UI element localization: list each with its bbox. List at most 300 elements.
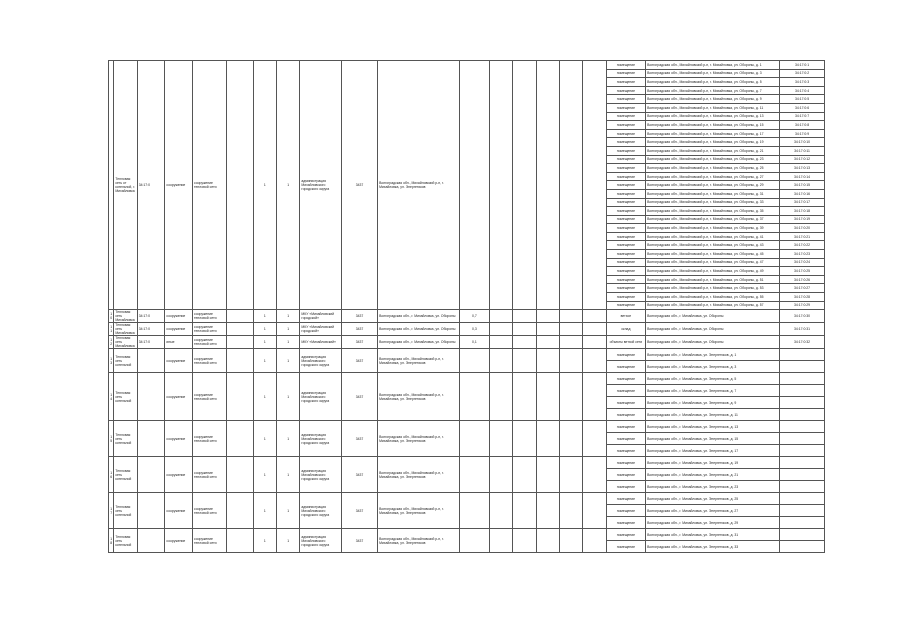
empty-cell [489,457,512,493]
extra-cell [459,457,489,493]
row-number: 11 [109,323,114,336]
sub-address: Волгоградская обл., Михайловский р-н, г. Михайловка, ул. Обороны, д. 13 [646,112,780,121]
empty-cell [489,349,512,373]
sub-code: 34:17:0:26 [780,275,825,284]
empty-cell [227,61,254,310]
empty-cell [513,529,536,553]
object-type: сооружение тепловой сети [193,457,227,493]
sub-address: Волгоградская обл., г. Михайловка, ул. Энергетиков, д. 27 [646,505,780,517]
empty-cell [559,529,582,553]
sub-type: помещение [606,385,645,397]
sub-code: 34:17:0:3 [780,78,825,87]
cadastral-code: 34:17:0 [137,336,165,349]
inn-cell: 3437 [341,323,377,336]
sub-code: 34:17:0:2 [780,69,825,78]
sub-type: помещение [606,258,645,267]
empty-cell [513,373,536,421]
inn-cell: 3437 [341,493,377,529]
empty-cell [227,457,254,493]
sub-type: помещение [606,95,645,104]
empty-cell [559,310,582,323]
inn-cell: 3437 [341,310,377,323]
address-cell: Волгоградская обл., Михайловский р-н, г. Михайловка, ул. Энергетиков [378,529,460,553]
sub-address: Волгоградская обл., Михайловский р-н, г. Михайловка, ул. Обороны, д. 23 [646,155,780,164]
sub-type: помещение [606,397,645,409]
sub-type: помещение [606,517,645,529]
sub-address: Волгоградская обл., г. Михайловка, ул. Энергетиков, д. 21 [646,469,780,481]
object-kind: сооружение [165,493,193,529]
empty-cell [489,323,512,336]
sub-type: помещение [606,164,645,173]
sub-type: помещение [606,215,645,224]
sub-code: 34:17:0:21 [780,232,825,241]
sub-code: 34:17:0:1 [780,61,825,70]
owner-cell: МКУ «Михайловский» [300,336,341,349]
object-kind: сооружение [165,323,193,336]
empty-cell [227,310,254,323]
sub-address: Волгоградская обл., г. Михайловка, ул. Энергетиков, д. 19 [646,457,780,469]
empty-cell [489,529,512,553]
sub-code: 34:17:0:25 [780,267,825,276]
table-row [109,336,825,349]
empty-cell [227,323,254,336]
extra-cell [459,373,489,421]
sub-code: 34:17:0:20 [780,224,825,233]
address-cell: Волгоградская обл., г. Михайловка, ул. Обороны [378,310,460,323]
owner-cell: администрация Михайловского городского округа [300,421,341,457]
sub-address: Волгоградская обл., Михайловский р-н, г. Михайловка, ул. Обороны, д. 57 [646,301,780,310]
object-type: сооружение тепловой сети [193,323,227,336]
inn-cell: 3437 [341,457,377,493]
sub-type: помещение [606,529,645,541]
empty-cell [559,493,582,529]
empty-cell [513,310,536,323]
empty-cell [583,310,606,323]
object-type: сооружение тепловой сети [193,349,227,373]
length-cell: 1 [277,336,300,349]
sub-code: 34:17:0:27 [780,284,825,293]
sub-address: Волгоградская обл., г. Михайловка, ул. Энергетиков, д. 29 [646,517,780,529]
sub-code [780,469,825,481]
length-cell: 1 [277,529,300,553]
sub-code [780,541,825,553]
table-row [109,529,825,541]
sub-type: помещение [606,433,645,445]
inn-cell: 3437 [341,529,377,553]
object-kind: сооружение [165,421,193,457]
extra-cell [459,529,489,553]
sub-address: Волгоградская обл., Михайловский р-н, г. Михайловка, ул. Обороны, д. 21 [646,146,780,155]
sub-address: Волгоградская обл., Михайловский р-н, г. Михайловка, ул. Обороны, д. 51 [646,275,780,284]
inn-cell: 3437 [341,336,377,349]
sub-type: помещение [606,241,645,250]
sub-code: 34:17:0:32 [780,336,825,349]
object-name: Тепловая сеть Михайловка [114,323,137,336]
table-row [109,421,825,433]
sub-code: 34:17:0:30 [780,310,825,323]
sub-type: помещение [606,155,645,164]
sub-type: помещение [606,189,645,198]
object-type: сооружение тепловой сети [193,373,227,421]
sub-type: помещение [606,457,645,469]
sub-type: помещение [606,493,645,505]
empty-cell [227,493,254,529]
count-cell: 1 [253,529,276,553]
sub-type: помещение [606,224,645,233]
sub-type: помещение [606,138,645,147]
address-cell: Волгоградская обл., Михайловский р-н, г. Михайловка, ул. Энергетиков [378,493,460,529]
object-type: сооружение тепловой сети [193,61,227,310]
sub-address: Волгоградская обл., г. Михайловка, ул. Энергетиков, д. 3 [646,361,780,373]
inn-cell: 3437 [341,373,377,421]
owner-cell: администрация Михайловского городского округа [300,457,341,493]
sub-type: помещение [606,349,645,361]
registry-table [108,60,825,553]
count-cell: 1 [253,323,276,336]
empty-cell [489,373,512,421]
cadastral-code [137,421,165,457]
empty-cell [227,421,254,457]
sub-type: помещение [606,112,645,121]
sub-address: Волгоградская обл., Михайловский р-н, г. Михайловка, ул. Обороны, д. 31 [646,189,780,198]
sub-address: Волгоградская обл., г. Михайловка, ул. Энергетиков, д. 1 [646,349,780,361]
empty-cell [583,373,606,421]
empty-cell [536,349,559,373]
sub-code [780,433,825,445]
object-name: Тепловая сеть Михайловка [114,336,137,349]
object-kind: сооружение [165,373,193,421]
sub-address: Волгоградская обл., г. Михайловка, ул. Энергетиков, д. 13 [646,421,780,433]
sub-address: Волгоградская обл., Михайловский р-н, г. Михайловка, ул. Обороны, д. 11 [646,103,780,112]
object-name: Тепловая сеть котельной [114,349,137,373]
object-type: сооружение тепловой сети [193,529,227,553]
owner-cell: администрация Михайловского городского округа [300,373,341,421]
sub-code [780,397,825,409]
row-number: 15 [109,421,114,457]
sub-address: Волгоградская обл., Михайловский р-н, г. Михайловка, ул. Обороны, д. 9 [646,95,780,104]
row-number: 13 [109,349,114,373]
sub-address: Волгоградская обл., Михайловский р-н, г. Михайловка, ул. Обороны, д. 41 [646,232,780,241]
sub-code: 34:17:0:31 [780,323,825,336]
sub-type: помещение [606,275,645,284]
sub-type: помещение [606,469,645,481]
empty-cell [559,373,582,421]
sub-code [780,445,825,457]
empty-cell [559,421,582,457]
sub-address: Волгоградская обл., Михайловский р-н, г. Михайловка, ул. Обороны, д. 17 [646,129,780,138]
sub-type: помещение [606,409,645,421]
empty-cell [583,349,606,373]
empty-cell [536,373,559,421]
length-cell: 1 [277,493,300,529]
sub-code [780,529,825,541]
empty-cell [536,457,559,493]
count-cell: 1 [253,349,276,373]
sub-code: 34:17:0:10 [780,138,825,147]
owner-cell: администрация Михайловского городского округа [300,529,341,553]
empty-cell [536,493,559,529]
sub-type: склад [606,323,645,336]
row-number: 16 [109,457,114,493]
extra-cell [459,493,489,529]
sub-code [780,481,825,493]
empty-cell [489,310,512,323]
sub-address: Волгоградская обл., Михайловский р-н, г. Михайловка, ул. Обороны, д. 53 [646,284,780,293]
sub-code: 34:17:0:7 [780,112,825,121]
row-number: 17 [109,493,114,529]
object-name: Тепловая сеть котельной [114,373,137,421]
length-cell: 1 [277,323,300,336]
empty-cell [513,493,536,529]
sub-code: 34:17:0:17 [780,198,825,207]
empty-cell [583,421,606,457]
object-name: Тепловая сеть котельной [114,529,137,553]
inn-cell: 3437 [341,61,377,310]
owner-cell: администрация Михайловского городского округа [300,61,341,310]
length-cell: 1 [277,421,300,457]
sub-type: ветхое [606,310,645,323]
empty-cell [583,336,606,349]
empty-cell [559,61,582,310]
object-kind: сооружение [165,61,193,310]
address-cell: Волгоградская обл., Михайловский р-н, г. Михайловка, ул. Энергетиков [378,61,460,310]
sub-code: 34:17:0:4 [780,86,825,95]
sub-address: Волгоградская обл., г. Михайловка, ул. Энергетиков, д. 23 [646,481,780,493]
empty-cell [489,421,512,457]
sub-address: Волгоградская обл., Михайловский р-н, г. Михайловка, ул. Обороны, д. 37 [646,215,780,224]
row-number: 10 [109,310,114,323]
sub-address: Волгоградская обл., г. Михайловка, ул. Энергетиков, д. 5 [646,373,780,385]
sub-code [780,493,825,505]
cadastral-code: 34:17:0 [137,61,165,310]
empty-cell [559,323,582,336]
table-row [109,323,825,336]
sub-type: помещение [606,445,645,457]
sub-code: 34:17:0:12 [780,155,825,164]
empty-cell [536,529,559,553]
object-name: Тепловая сеть котельной [114,421,137,457]
sub-type: помещение [606,86,645,95]
owner-cell: администрация Михайловского городского округа [300,349,341,373]
object-kind: иные [165,336,193,349]
sub-address: Волгоградская обл., Михайловский р-н, г. Михайловка, ул. Обороны, д. 25 [646,164,780,173]
object-name: Тепловая сеть Михайловка [114,310,137,323]
sub-address: Волгоградская обл., г. Михайловка, ул. Энергетиков, д. 25 [646,493,780,505]
object-name: Тепловая сеть котельной [114,457,137,493]
address-cell: Волгоградская обл., Михайловский р-н, г. Михайловка, ул. Энергетиков [378,373,460,421]
extra-cell: 0,7 [459,310,489,323]
sub-code [780,457,825,469]
sub-type: помещение [606,361,645,373]
sub-code: 34:17:0:22 [780,241,825,250]
sub-type: помещение [606,373,645,385]
empty-cell [513,61,536,310]
count-cell: 1 [253,421,276,457]
sub-code: 34:17:0:11 [780,146,825,155]
sub-type: помещение [606,172,645,181]
sub-type: помещение [606,103,645,112]
sub-type: помещение [606,232,645,241]
cadastral-code [137,529,165,553]
sub-address: Волгоградская обл., Михайловский р-н, г. Михайловка, ул. Обороны, д. 29 [646,181,780,190]
length-cell: 1 [277,310,300,323]
sub-address: Волгоградская обл., Михайловский р-н, г. Михайловка, ул. Обороны, д. 27 [646,172,780,181]
sub-code [780,385,825,397]
inn-cell: 3437 [341,349,377,373]
sub-address: Волгоградская обл., г. Михайловка, ул. Энергетиков, д. 33 [646,541,780,553]
count-cell: 1 [253,373,276,421]
sub-address: Волгоградская обл., Михайловский р-н, г. Михайловка, ул. Обороны, д. 47 [646,258,780,267]
sub-code [780,517,825,529]
sub-type: помещение [606,61,645,70]
sub-code [780,373,825,385]
sub-code: 34:17:0:9 [780,129,825,138]
sub-code: 34:17:0:5 [780,95,825,104]
sub-address: Волгоградская обл., г. Михайловка, ул. Энергетиков, д. 15 [646,433,780,445]
empty-cell [583,61,606,310]
cadastral-code [137,493,165,529]
empty-cell [513,421,536,457]
sub-type: помещение [606,505,645,517]
length-cell: 1 [277,349,300,373]
sub-address: Волгоградская обл., Михайловский р-н, г. Михайловка, ул. Обороны, д. 43 [646,241,780,250]
sub-address: Волгоградская обл., Михайловский р-н, г. Михайловка, ул. Обороны, д. 3 [646,69,780,78]
empty-cell [489,336,512,349]
cadastral-code [137,457,165,493]
object-kind: сооружение [165,529,193,553]
object-kind: сооружение [165,349,193,373]
sub-address: Волгоградская обл., Михайловский р-н, г. Михайловка, ул. Обороны, д. 15 [646,121,780,130]
table-row [109,457,825,469]
sub-type: помещение [606,481,645,493]
sub-code: 34:17:0:23 [780,250,825,259]
count-cell: 1 [253,61,276,310]
registry-sheet [108,60,825,582]
sub-address: Волгоградская обл., Михайловский р-н, г. Михайловка, ул. Обороны, д. 5 [646,78,780,87]
sub-type: помещение [606,181,645,190]
length-cell: 1 [277,457,300,493]
address-cell: Волгоградская обл., Михайловский р-н, г. Михайловка, ул. Энергетиков [378,457,460,493]
object-kind: сооружение [165,310,193,323]
sub-code [780,409,825,421]
empty-cell [513,457,536,493]
empty-cell [513,336,536,349]
empty-cell [559,457,582,493]
sub-address: Волгоградская обл., Михайловский р-н, г. Михайловка, ул. Обороны, д. 55 [646,293,780,302]
owner-cell: МКУ «Михайловский городской» [300,323,341,336]
sub-type: помещение [606,250,645,259]
sub-type: помещение [606,541,645,553]
sub-type: помещение [606,78,645,87]
sub-code: 34:17:0:19 [780,215,825,224]
object-name: Тепловая сеть от котельной, г. Михайловка [114,61,137,310]
table-row [109,349,825,361]
extra-cell: 0,3 [459,323,489,336]
empty-cell [583,493,606,529]
inn-cell: 3437 [341,421,377,457]
sub-code: 34:17:0:18 [780,207,825,216]
sub-address: Волгоградская обл., г. Михайловка, ул. Обороны [646,323,780,336]
empty-cell [227,336,254,349]
object-type: сооружение тепловой сети [193,493,227,529]
sub-address: Волгоградская обл., Михайловский р-н, г. Михайловка, ул. Обороны, д. 35 [646,207,780,216]
empty-cell [583,457,606,493]
sub-address: Волгоградская обл., г. Михайловка, ул. Обороны [646,310,780,323]
sub-type: помещение [606,301,645,310]
object-type: сооружение тепловой сети [193,310,227,323]
length-cell: 1 [277,61,300,310]
sub-type: помещение [606,121,645,130]
sub-code: 34:17:0:14 [780,172,825,181]
owner-cell: администрация Михайловского городского округа [300,493,341,529]
empty-cell [513,323,536,336]
sub-code [780,349,825,361]
count-cell: 1 [253,336,276,349]
sub-type: помещение [606,198,645,207]
sub-address: Волгоградская обл., г. Михайловка, ул. Энергетиков, д. 7 [646,385,780,397]
extra-cell [459,61,489,310]
count-cell: 1 [253,457,276,493]
object-kind: сооружение [165,457,193,493]
sub-address: Волгоградская обл., Михайловский р-н, г. Михайловка, ул. Обороны, д. 49 [646,267,780,276]
sub-code: 34:17:0:16 [780,189,825,198]
sub-address: Волгоградская обл., Михайловский р-н, г. Михайловка, ул. Обороны, д. 1 [646,61,780,70]
sub-type: помещение [606,69,645,78]
sub-address: Волгоградская обл., Михайловский р-н, г. Михайловка, ул. Обороны, д. 45 [646,250,780,259]
owner-cell: МКУ «Михайловский городской» [300,310,341,323]
sub-code: 34:17:0:6 [780,103,825,112]
empty-cell [559,349,582,373]
cadastral-code [137,349,165,373]
empty-cell [489,493,512,529]
sub-type: помещение [606,129,645,138]
empty-cell [559,336,582,349]
sub-type: помещение [606,146,645,155]
row-number: 12 [109,336,114,349]
sub-code: 34:17:0:8 [780,121,825,130]
row-number: 18 [109,529,114,553]
address-cell: Волгоградская обл., Михайловский р-н, г. Михайловка, ул. Энергетиков [378,349,460,373]
object-name: Тепловая сеть котельной [114,493,137,529]
extra-cell [459,349,489,373]
sub-address: Волгоградская обл., г. Михайловка, ул. Энергетиков, д. 17 [646,445,780,457]
empty-cell [536,421,559,457]
sub-address: Волгоградская обл., Михайловский р-н, г. Михайловка, ул. Обороны, д. 39 [646,224,780,233]
empty-cell [536,336,559,349]
extra-cell: 0,1 [459,336,489,349]
sub-address: Волгоградская обл., Михайловский р-н, г. Михайловка, ул. Обороны, д. 19 [646,138,780,147]
sub-type: помещение [606,267,645,276]
sub-code [780,421,825,433]
address-cell: Волгоградская обл., Михайловский р-н, г. Михайловка, ул. Энергетиков [378,421,460,457]
empty-cell [227,373,254,421]
empty-cell [583,323,606,336]
sub-code: 34:17:0:29 [780,301,825,310]
object-type: сооружение тепловой сети [193,421,227,457]
address-cell: Волгоградская обл., г. Михайловка, ул. Обороны [378,323,460,336]
empty-cell [536,323,559,336]
table-row [109,310,825,323]
count-cell: 1 [253,310,276,323]
sub-code [780,361,825,373]
table-row [109,61,825,70]
extra-cell [459,421,489,457]
empty-cell [227,529,254,553]
sub-address: Волгоградская обл., г. Михайловка, ул. Энергетиков, д. 31 [646,529,780,541]
sub-address: Волгоградская обл., г. Михайловка, ул. Энергетиков, д. 9 [646,397,780,409]
object-type: сооружение тепловой сети [193,336,227,349]
cadastral-code: 34:17:0 [137,323,165,336]
